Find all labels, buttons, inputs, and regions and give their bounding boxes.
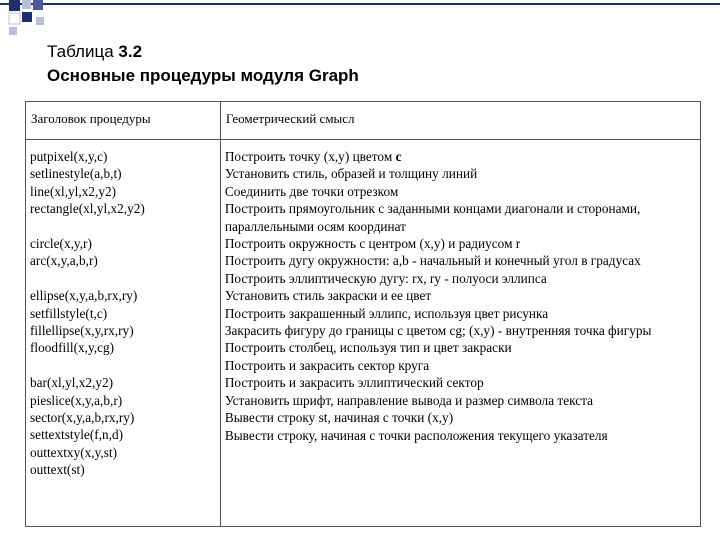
procedure-item: pieslice(x,y,a,b,r) xyxy=(30,392,123,408)
meaning-text: Установить шрифт, направление вывода и размер символа текста xyxy=(224,392,594,408)
meaning-text: Построить точку (x,y) цветом xyxy=(224,149,396,164)
meaning-text: Вывести строку, начиная с точки расположения текущего указателя xyxy=(224,427,608,443)
meaning-text: Построить столбец, используя тип и цвет закраски xyxy=(224,340,512,356)
meaning-bold: с xyxy=(395,149,402,164)
meaning-text: Построить закрашенный эллипс, используя цвет рисунка xyxy=(224,305,549,321)
meaning-text: Вывести строку st, начиная с точки (x,y) xyxy=(224,410,454,426)
deco-square-1 xyxy=(9,0,20,11)
meaning-text: Построить эллиптическую дугу: rx, ry - полуоси эллипса xyxy=(224,270,547,286)
procedure-item: outtextxy(x,y,st) xyxy=(30,444,118,460)
meaning-item xyxy=(225,322,697,339)
meaning-text: Построить прямоугольник с заданными концами диагонали и сторонами, параллельными осям координат xyxy=(224,201,641,234)
title-subtitle: Основные процедуры модуля Graph xyxy=(47,66,359,85)
deco-square-7 xyxy=(9,27,17,35)
procedures-table xyxy=(25,101,701,527)
meaning-list xyxy=(221,140,700,444)
meaning-text: Построить и закрасить сектор круга xyxy=(224,357,430,373)
meaning-item xyxy=(225,148,697,165)
procedure-gap xyxy=(30,270,217,287)
meaning-item xyxy=(225,200,697,235)
deco-square-4 xyxy=(9,13,20,24)
procedure-item: ellipse(x,y,a,b,rx,ry) xyxy=(30,288,138,304)
meaning-item xyxy=(225,235,697,252)
procedure-gap xyxy=(30,218,217,235)
title-prefix: Таблица xyxy=(47,42,119,61)
meaning-item xyxy=(225,252,697,269)
procedures-cell xyxy=(26,140,221,527)
procedure-item: circle(x,y,r) xyxy=(30,236,92,252)
procedure-item: sector(x,y,a,b,rx,ry) xyxy=(30,410,135,426)
meanings-cell xyxy=(220,140,700,527)
procedure-item: rectangle(xl,yl,x2,y2) xyxy=(30,201,145,217)
procedure-item: floodfill(x,y,cg) xyxy=(30,340,115,356)
meaning-item xyxy=(225,339,697,356)
meaning-item xyxy=(225,305,697,322)
meaning-item xyxy=(225,357,697,374)
meaning-item xyxy=(225,374,697,391)
procedure-item: setlinestyle(a,b,t) xyxy=(30,166,122,182)
deco-square-3 xyxy=(33,0,43,10)
deco-square-2 xyxy=(22,0,31,9)
meaning-text: Построить и закрасить эллиптический сектор xyxy=(224,375,484,391)
meaning-text: Установить стиль, образей и толщину линий xyxy=(224,166,478,182)
deco-top-bar xyxy=(0,3,720,5)
header-decoration xyxy=(0,0,720,40)
procedure-item: setfillstyle(t,c) xyxy=(30,305,108,321)
meaning-item xyxy=(225,409,697,426)
procedure-item: putpixel(x,y,c) xyxy=(30,149,108,164)
page-title xyxy=(47,40,359,88)
procedure-gap xyxy=(30,357,217,374)
table-header-row xyxy=(26,102,701,140)
procedure-item: fillellipse(x,y,rx,ry) xyxy=(30,323,134,339)
header-cell-meaning xyxy=(220,102,700,140)
deco-square-5 xyxy=(22,12,32,22)
meaning-item xyxy=(225,287,697,304)
meaning-item xyxy=(225,270,697,287)
procedure-item: arc(x,y,a,b,r) xyxy=(30,253,98,269)
header-cell-procedure xyxy=(26,102,221,140)
meaning-item xyxy=(225,392,697,409)
title-number: 3.2 xyxy=(118,42,143,61)
meaning-item xyxy=(225,183,697,200)
meaning-text: Построить окружность с центром (x,y) и радиусом r xyxy=(224,236,521,252)
procedure-item: line(xl,yl,x2,y2) xyxy=(30,183,117,199)
meaning-item xyxy=(225,427,697,444)
deco-square-6 xyxy=(36,17,44,25)
meaning-text: Построить дугу окружности: a,b - начальный и конечный угол в градусах xyxy=(224,253,641,269)
table-body-row xyxy=(26,140,701,527)
procedure-item: outtext(st) xyxy=(30,462,85,478)
procedure-list xyxy=(26,140,220,479)
procedure-item: bar(xl,yl,x2,y2) xyxy=(30,375,114,391)
meaning-text: Соединить две точки отрезком xyxy=(224,183,399,199)
procedure-item: settextstyle(f,n,d) xyxy=(30,427,124,443)
header-meaning-label: Геометрический смысл xyxy=(225,111,355,126)
header-procedure-label: Заголовок процедуры xyxy=(31,111,151,126)
meaning-text: Установить стиль закраски и ее цвет xyxy=(224,288,432,304)
meaning-item xyxy=(225,165,697,182)
meaning-text: Закрасить фигуру до границы с цветом cg; (x,y) - внутренняя точка фигуры xyxy=(224,323,652,339)
